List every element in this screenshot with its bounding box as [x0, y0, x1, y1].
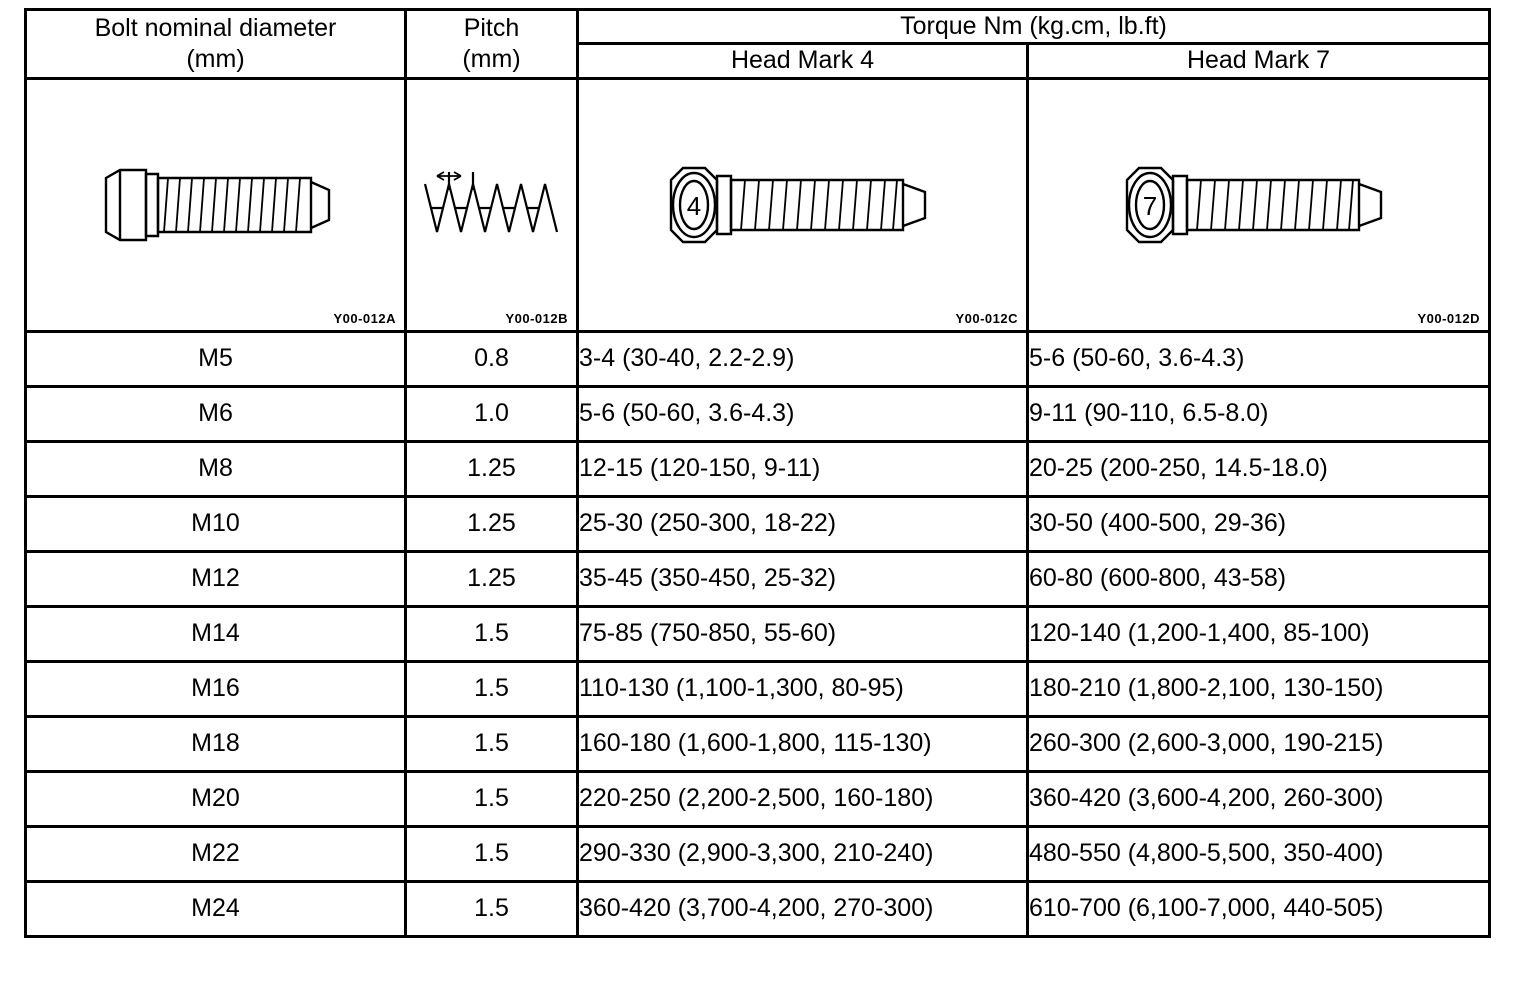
cell-torque-mark4: 5-6 (50-60, 3.6-4.3)	[578, 386, 1028, 441]
illustration-head-mark-7	[1028, 78, 1490, 331]
cell-torque-mark7: 480-550 (4,800-5,500, 350-400)	[1028, 826, 1490, 881]
cell-bolt-size: M12	[26, 551, 406, 606]
cell-torque-mark7: 9-11 (90-110, 6.5-8.0)	[1028, 386, 1490, 441]
pitch-drawing	[407, 100, 576, 310]
table-row	[26, 716, 1490, 771]
figure-code-pitch: Y00-012B	[505, 310, 568, 326]
cell-torque-mark7: 5-6 (50-60, 3.6-4.3)	[1028, 331, 1490, 386]
header-diameter-line1: Bolt nominal diameter	[94, 13, 337, 42]
cell-bolt-size: M5	[26, 331, 406, 386]
table-row	[26, 881, 1490, 936]
cell-bolt-size: M10	[26, 496, 406, 551]
cell-torque-mark4: 25-30 (250-300, 18-22)	[578, 496, 1028, 551]
cell-bolt-size: M8	[26, 441, 406, 496]
bolt-diameter-drawing	[27, 100, 404, 310]
table-row	[26, 496, 1490, 551]
cell-pitch: 0.8	[406, 331, 578, 386]
table-row	[26, 331, 1490, 386]
table-row	[26, 771, 1490, 826]
head-mark-4-drawing	[579, 100, 1026, 310]
cell-pitch: 1.5	[406, 771, 578, 826]
cell-pitch: 1.5	[406, 716, 578, 771]
cell-torque-mark7: 20-25 (200-250, 14.5-18.0)	[1028, 441, 1490, 496]
cell-torque-mark7: 30-50 (400-500, 29-36)	[1028, 496, 1490, 551]
header-head-mark-7: Head Mark 7	[1028, 44, 1490, 78]
cell-torque-mark4: 220-250 (2,200-2,500, 160-180)	[578, 771, 1028, 826]
cell-pitch: 1.5	[406, 881, 578, 936]
figure-code-diameter: Y00-012A	[333, 310, 396, 326]
head-mark-7-drawing	[1029, 100, 1488, 310]
cell-torque-mark7: 180-210 (1,800-2,100, 130-150)	[1028, 661, 1490, 716]
table-row	[26, 826, 1490, 881]
bolt-torque-table	[24, 8, 1491, 938]
header-torque: Torque Nm (kg.cm, lb.ft)	[578, 10, 1490, 44]
cell-torque-mark7: 60-80 (600-800, 43-58)	[1028, 551, 1490, 606]
cell-torque-mark4: 110-130 (1,100-1,300, 80-95)	[578, 661, 1028, 716]
illustration-pitch	[406, 78, 578, 331]
cell-bolt-size: M18	[26, 716, 406, 771]
cell-torque-mark4: 360-420 (3,700-4,200, 270-300)	[578, 881, 1028, 936]
cell-torque-mark4: 3-4 (30-40, 2.2-2.9)	[578, 331, 1028, 386]
cell-torque-mark7: 260-300 (2,600-3,000, 190-215)	[1028, 716, 1490, 771]
cell-bolt-size: M20	[26, 771, 406, 826]
cell-torque-mark7: 360-420 (3,600-4,200, 260-300)	[1028, 771, 1490, 826]
cell-bolt-size: M14	[26, 606, 406, 661]
header-pitch-line1: Pitch	[463, 13, 520, 42]
header-pitch	[406, 10, 578, 79]
illustration-bolt-diameter	[26, 78, 406, 331]
illustration-head-mark-4	[578, 78, 1028, 331]
table-illustration-row	[26, 78, 1490, 331]
bolt-icon	[86, 150, 346, 260]
cell-torque-mark4: 12-15 (120-150, 9-11)	[578, 441, 1028, 496]
bolt-head-mark-7-icon	[1109, 150, 1409, 260]
cell-bolt-size: M24	[26, 881, 406, 936]
cell-torque-mark4: 290-330 (2,900-3,300, 210-240)	[578, 826, 1028, 881]
cell-bolt-size: M16	[26, 661, 406, 716]
cell-bolt-size: M6	[26, 386, 406, 441]
cell-pitch: 1.25	[406, 496, 578, 551]
table-row	[26, 551, 1490, 606]
cell-pitch: 1.25	[406, 551, 578, 606]
table-row	[26, 661, 1490, 716]
cell-pitch: 1.0	[406, 386, 578, 441]
cell-torque-mark4: 35-45 (350-450, 25-32)	[578, 551, 1028, 606]
header-diameter-line2: (mm)	[186, 44, 245, 73]
cell-pitch: 1.5	[406, 826, 578, 881]
table-row	[26, 441, 1490, 496]
cell-torque-mark4: 75-85 (750-850, 55-60)	[578, 606, 1028, 661]
cell-pitch: 1.25	[406, 441, 578, 496]
thread-pitch-icon	[417, 150, 567, 260]
table-row	[26, 606, 1490, 661]
header-pitch-line2: (mm)	[462, 44, 521, 73]
cell-torque-mark7: 610-700 (6,100-7,000, 440-505)	[1028, 881, 1490, 936]
figure-code-head-mark-7: Y00-012D	[1417, 310, 1481, 326]
cell-pitch: 1.5	[406, 606, 578, 661]
table-row	[26, 386, 1490, 441]
table-header-row-1	[26, 10, 1490, 44]
header-head-mark-4: Head Mark 4	[578, 44, 1028, 78]
cell-torque-mark4: 160-180 (1,600-1,800, 115-130)	[578, 716, 1028, 771]
figure-code-head-mark-4: Y00-012C	[955, 310, 1018, 326]
bolt-head-mark-4-icon	[653, 150, 953, 260]
cell-bolt-size: M22	[26, 826, 406, 881]
head-mark-4-label: 4	[686, 190, 701, 221]
header-bolt-nominal-diameter	[26, 10, 406, 79]
cell-torque-mark7: 120-140 (1,200-1,400, 85-100)	[1028, 606, 1490, 661]
cell-pitch: 1.5	[406, 661, 578, 716]
head-mark-7-label: 7	[1142, 190, 1157, 221]
